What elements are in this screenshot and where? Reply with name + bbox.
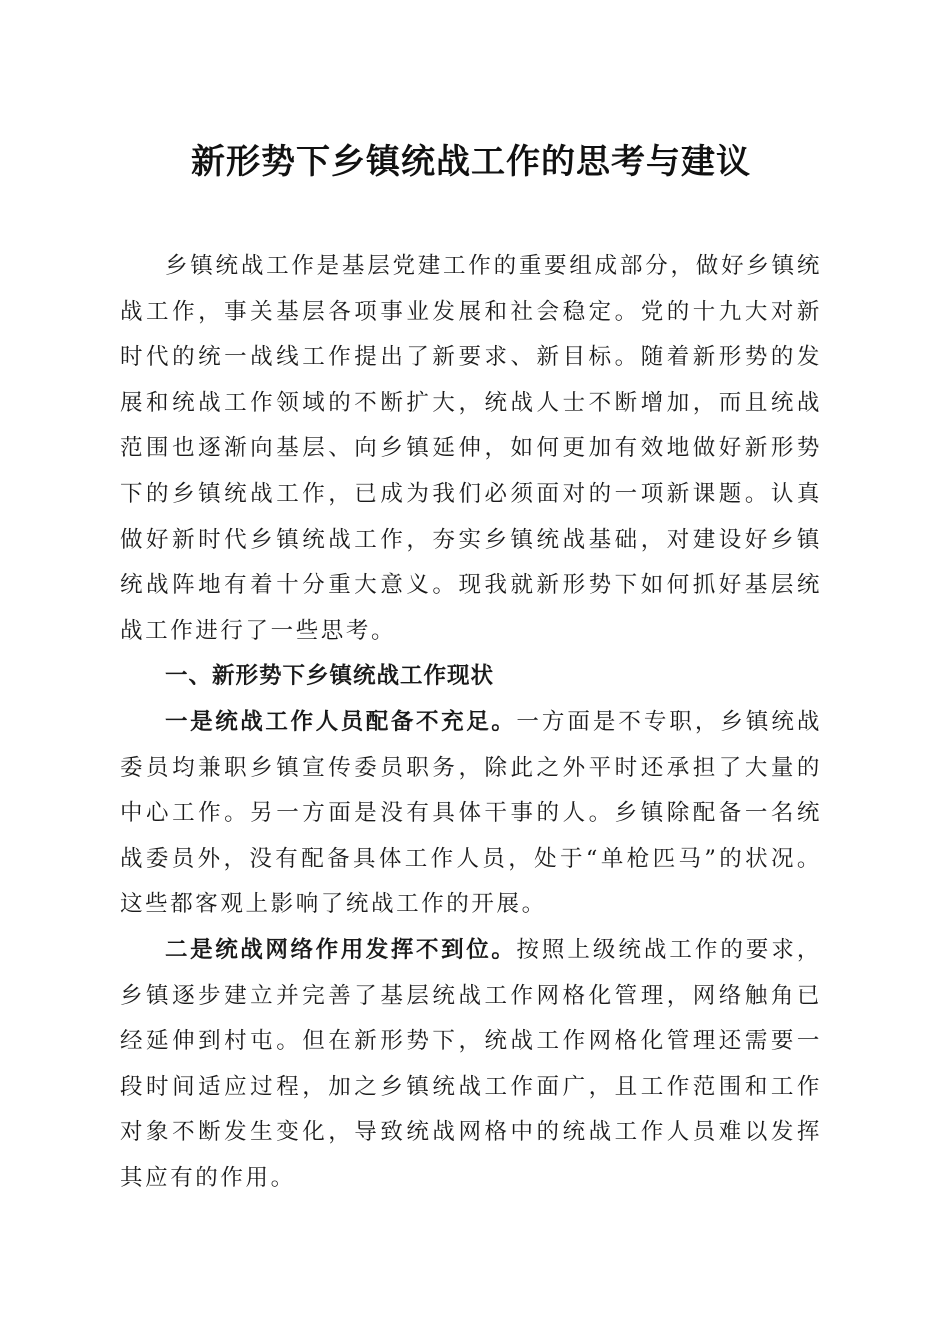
point-1-lead: 一是统战工作人员配备不充足。 <box>165 708 517 735</box>
section-heading-1: 一、新形势下乡镇统战工作现状 <box>165 663 495 690</box>
intro-paragraph: 乡镇统战工作是基层党建工作的重要组成部分，做好乡镇统战工作，事关基层各项事业发展和社会稳定。党的十九大对新时代的统一战线工作提出了新要求、新目标。随着新形势的发展和统战工作领域的不断扩大，统战人士不断增加，而且统战范围也逐渐向基层、向乡镇延伸，如何更加有效地做好新形势下的乡镇统战工作，已成为我们必须面对的一项新课题。认真做好新时代乡镇统战工作，夯实乡镇统战基础，对建设好乡镇统战阵地有着十分重大意义。现我就新形势下如何抓好基层统战工作进行了一些思考。 <box>120 253 822 644</box>
point-1-body: 一方面是不专职，乡镇统战委员均兼职乡镇宣传委员职务，除此之外平时还承担了大量的中心工作。另一方面是没有具体干事的人。乡镇除配备一名统战委员外，没有配备具体工作人员，处于“单枪匹马”的状况。这些都客观上影响了统战工作的开展。 <box>120 708 822 918</box>
point-2-lead: 二是统战网络作用发挥不到位。 <box>165 936 517 963</box>
document-title: 新形势下乡镇统战工作的思考与建议 <box>191 142 751 182</box>
point-2-paragraph <box>120 928 822 1202</box>
point-2-body: 按照上级统战工作的要求，乡镇逐步建立并完善了基层统战工作网格化管理，网络触角已经延伸到村屯。但在新形势下，统战工作网格化管理还需要一段时间适应过程，加之乡镇统战工作面广，且工作范围和工作对象不断发生变化，导致统战网格中的统战工作人员难以发挥其应有的作用。 <box>120 936 822 1191</box>
point-1-paragraph <box>120 700 822 928</box>
